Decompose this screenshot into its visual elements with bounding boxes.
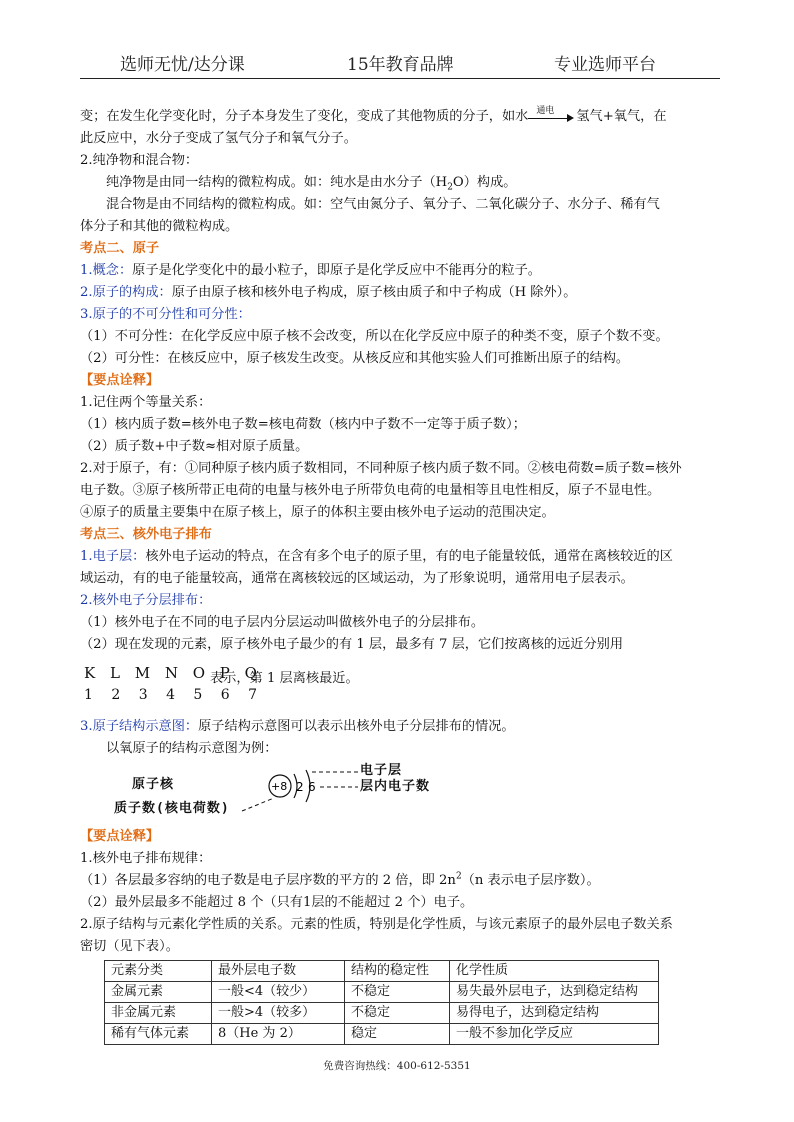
paragraph bbox=[80, 106, 720, 128]
paragraph: 1.电子层：核外电子运动的特点，在含有多个电子的原子里，有的电子能量较低，通常在离核较近的区 bbox=[80, 549, 673, 564]
paragraph: 域运动，有的电子能量较高，通常在离核较远的区域运动，为了形象说明，通常用电子层表示。 bbox=[80, 571, 634, 586]
layer-letters: K L M N O P Q bbox=[84, 664, 262, 682]
table-header: 最外层电子数 bbox=[212, 961, 345, 982]
table-cell: 不稳定 bbox=[345, 982, 450, 1003]
paragraph: 2.原子的构成：原子由原子核和核外电子构成，原子核由质子和中子构成（H 除外）。 bbox=[80, 285, 577, 300]
paragraph: 3.原子结构示意图：原子结构示意图可以表示出核外电子分层排布的情况。 bbox=[80, 719, 515, 734]
paragraph: （1）核内质子数=核外电子数=核电荷数（核内中子数不一定等于质子数）； bbox=[80, 417, 526, 432]
element-properties-table bbox=[104, 960, 659, 1045]
paragraph: 1.概念：原子是化学变化中的最小粒子，即原子是化学反应中不能再分的粒子。 bbox=[80, 263, 541, 278]
paragraph: 1.记住两个等量关系： bbox=[80, 395, 212, 410]
text: 变；在发生化学变化时，分子本身发生了变化，变成了其他物质的分子，如水 bbox=[80, 109, 529, 124]
layer-numbers: 1 2 3 4 5 6 7 bbox=[84, 687, 265, 703]
paragraph: 2.对于原子，有：①同种原子核内质子数相同，不同种原子核内质子数不同。②核电荷数=质子数=核外 bbox=[80, 461, 682, 476]
paragraph: （1）核外电子在不同的电子层内分层运动叫做核外电子的分层排布。 bbox=[80, 615, 485, 630]
shell-count-1: 2 bbox=[296, 780, 304, 794]
paragraph: ④原子的质量主要集中在原子核上，原子的体积主要由核外电子运动的范围决定。 bbox=[80, 505, 555, 520]
page-header bbox=[80, 48, 720, 79]
header-right: 专业选师平台 bbox=[554, 55, 656, 75]
table-header: 结构的稳定性 bbox=[345, 961, 450, 982]
paragraph: 此反应中，水分子变成了氢气分子和氧气分子。 bbox=[80, 131, 357, 146]
electrons-label: 层内电子数 bbox=[360, 779, 431, 794]
table-cell: 一般不参加化学反应 bbox=[450, 1024, 659, 1045]
paragraph: （2）可分性：在核反应中，原子核发生改变。从核反应和其他实验人们可推断出原子的结构。 bbox=[80, 351, 630, 366]
table-cell: 稳定 bbox=[345, 1024, 450, 1045]
paragraph: 体分子和其他的微粒构成。 bbox=[80, 219, 239, 234]
paragraph: （1）不可分性：在化学反应中原子核不会改变，所以在化学反应中原子的种类不变，原子个数不变。 bbox=[80, 329, 669, 344]
table-header: 元素分类 bbox=[105, 961, 212, 982]
paragraph: 2.纯净物和混合物： bbox=[80, 153, 199, 168]
paragraph: 电子数。③原子核所带正电荷的电量与核外电子所带负电荷的电量相等且电性相反，原子不显电性。 bbox=[80, 483, 661, 498]
subsection-title: 3.原子的不可分性和可分性： bbox=[80, 307, 251, 322]
paragraph: 2.原子结构与元素化学性质的关系。元素的性质，特别是化学性质，与该元素原子的最外层电子数关系 bbox=[80, 917, 673, 932]
nucleus-label: 原子核 bbox=[132, 777, 175, 792]
reaction-arrow-icon bbox=[528, 105, 576, 124]
header-left: 选师无忧/达分课 bbox=[120, 55, 245, 75]
shell-count-2: 6 bbox=[308, 780, 316, 794]
oxygen-atom-structure-diagram bbox=[80, 760, 720, 826]
paragraph: 密切（见下表）。 bbox=[80, 939, 179, 954]
table-cell: 8（He 为 2） bbox=[212, 1024, 345, 1045]
table-cell: 易得电子，达到稳定结构 bbox=[450, 1003, 659, 1024]
proton-label: 质子数(核电荷数) bbox=[114, 801, 230, 816]
key-points-title: 【要点诠释】 bbox=[80, 373, 160, 388]
paragraph: 纯净物是由同一结构的微粒构成。如：纯水是由水分子$(H_2O)$构成。 bbox=[106, 175, 517, 193]
paragraph: （2）质子数+中子数≈相对原子质量。 bbox=[80, 439, 309, 454]
table-cell: 非金属元素 bbox=[105, 1003, 212, 1024]
table-row bbox=[105, 1024, 659, 1045]
layer-caption: 表示，第 1 层离核最近。 bbox=[210, 671, 359, 686]
table-cell: 一般<4（较少） bbox=[212, 982, 345, 1003]
nucleus-charge: +8 bbox=[271, 780, 288, 793]
section-title: 考点二、原子 bbox=[80, 241, 160, 256]
arrow-label: 通电 bbox=[536, 105, 555, 116]
paragraph: （1）各层最多容纳的电子数是电子层序数的平方的 2 倍，即 $2n^2(n$ 表示电子层序数）。 bbox=[80, 871, 600, 888]
text: 氢气+氧气，在 bbox=[576, 109, 667, 124]
table-cell: 金属元素 bbox=[105, 982, 212, 1003]
layer-label: 电子层 bbox=[360, 763, 403, 778]
section-title: 考点三、核外电子排布 bbox=[80, 527, 212, 542]
table-header-row bbox=[105, 961, 659, 982]
paragraph: 混合物是由不同结构的微粒构成。如：空气由氮分子、氧分子、二氧化碳分子、水分子、稀有气 bbox=[106, 197, 660, 212]
paragraph: （2）现在发现的元素，原子核外电子最少的有 1 层，最多有 7 层，它们按离核的远近分别用 bbox=[80, 637, 624, 652]
document-body bbox=[80, 106, 720, 1045]
table-header: 化学性质 bbox=[450, 961, 659, 982]
table-row bbox=[105, 982, 659, 1003]
electron-layer-letters bbox=[80, 662, 720, 712]
paragraph: 1.核外电子排布规律： bbox=[80, 851, 212, 866]
table-cell: 一般>4（较多） bbox=[212, 1003, 345, 1024]
key-points-title: 【要点诠释】 bbox=[80, 829, 160, 844]
leader-line-proton bbox=[242, 798, 274, 811]
header-center: 15年教育品牌 bbox=[347, 55, 454, 75]
atom-diagram-svg bbox=[80, 760, 380, 826]
footer-hotline: 免费咨询热线：400-612-5351 bbox=[323, 1060, 471, 1072]
table-cell: 易失最外层电子，达到稳定结构 bbox=[450, 982, 659, 1003]
paragraph: （2）最外层最多不能超过 8 个（只有1层的不能超过 2 个）电子。 bbox=[80, 895, 474, 910]
table-row bbox=[105, 1003, 659, 1024]
subsection-title: 2.核外电子分层排布： bbox=[80, 593, 212, 608]
paragraph: 以氧原子的结构示意图为例： bbox=[106, 741, 278, 756]
table-cell: 稀有气体元素 bbox=[105, 1024, 212, 1045]
table-cell: 不稳定 bbox=[345, 1003, 450, 1024]
